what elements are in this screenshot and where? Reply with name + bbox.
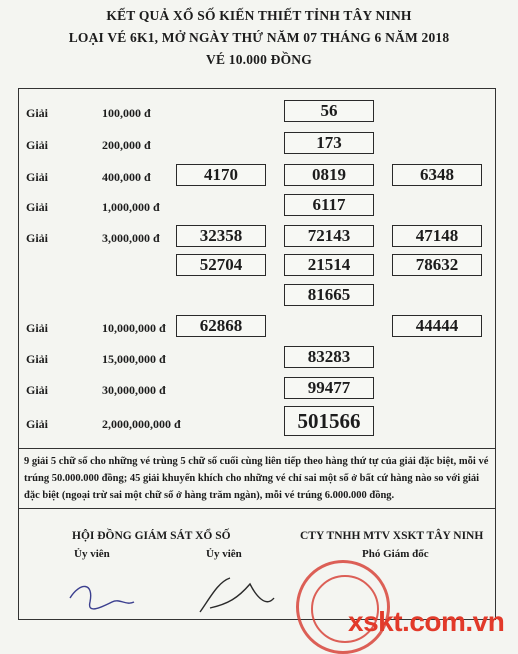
winning-number: 0819 xyxy=(284,164,374,186)
prize-label: Giải xyxy=(26,106,49,120)
prize-label: Giải xyxy=(26,417,49,431)
prize-amount: 200,000 đ xyxy=(102,138,151,152)
prize-label: Giải xyxy=(26,383,49,397)
header-line-1: KẾT QUẢ XỔ SỐ KIẾN THIẾT TỈNH TÂY NINH xyxy=(106,8,412,23)
company-title: CTY TNHH MTV XSKT TÂY NINH xyxy=(300,530,484,542)
signature-2 xyxy=(200,578,274,612)
winning-number: 72143 xyxy=(284,225,374,247)
council-member-1: Ủy viên xyxy=(74,548,110,560)
prize-amount: 400,000 đ xyxy=(102,170,151,184)
council-member-2: Ủy viên xyxy=(206,548,242,560)
prize-label: Giải xyxy=(26,352,49,366)
prize-rules-note xyxy=(18,448,496,509)
header-line-3: VÉ 10.000 ĐỒNG xyxy=(206,52,312,67)
prize-row-30m xyxy=(18,375,496,405)
council-title: HỘI ĐỒNG GIÁM SÁT XỔ SỐ xyxy=(72,530,231,542)
prize-row-3m xyxy=(18,223,496,253)
prize-row-1m xyxy=(18,192,496,222)
note-line-1: 9 giải 5 chữ số cho những vé trùng 5 chữ số cuối cùng liên tiếp theo hàng thứ tự của giải đặc biệt, mỗi vé xyxy=(24,456,489,467)
winning-number: 56 xyxy=(284,100,374,122)
deputy-director: Phó Giám đốc xyxy=(362,548,429,560)
prize-amount: 15,000,000 đ xyxy=(102,352,166,366)
results-table xyxy=(18,88,496,448)
prize-row-200k xyxy=(18,130,496,160)
prize-amount: 10,000,000 đ xyxy=(102,321,166,335)
prize-label: Giải xyxy=(26,200,49,214)
winning-number: 99477 xyxy=(284,377,374,399)
prize-amount: 1,000,000 đ xyxy=(102,200,160,214)
note-line-3: đặc biệt (ngoại trừ sai một chữ số ở hàng trăm ngàn), mỗi vé trúng 6.000.000 đồng. xyxy=(24,490,395,501)
special-prize-number: 501566 xyxy=(284,406,374,436)
prize-label: Giải xyxy=(26,321,49,335)
prize-row-10m xyxy=(18,313,496,343)
prize-row-3m-continued xyxy=(18,252,496,282)
prize-row-400k xyxy=(18,162,496,192)
winning-number: 83283 xyxy=(284,346,374,368)
prize-amount: 3,000,000 đ xyxy=(102,231,160,245)
prize-label: Giải xyxy=(26,138,49,152)
winning-number: 21514 xyxy=(284,254,374,276)
prize-amount: 100,000 đ xyxy=(102,106,151,120)
prize-row-100k xyxy=(18,98,496,128)
winning-number: 47148 xyxy=(392,225,482,247)
winning-number: 173 xyxy=(284,132,374,154)
winning-number: 78632 xyxy=(392,254,482,276)
prize-row-special xyxy=(18,406,496,436)
header-line-2: LOẠI VÉ 6K1, MỞ NGÀY THỨ NĂM 07 THÁNG 6 NĂM 2018 xyxy=(68,30,450,45)
winning-number: 6117 xyxy=(284,194,374,216)
winning-number: 32358 xyxy=(176,225,266,247)
prize-row-3m-continued xyxy=(18,282,496,312)
winning-number: 44444 xyxy=(392,315,482,337)
winning-number: 6348 xyxy=(392,164,482,186)
signature-1 xyxy=(70,586,134,608)
prize-label: Giải xyxy=(26,170,49,184)
prize-label: Giải xyxy=(26,231,49,245)
winning-number: 4170 xyxy=(176,164,266,186)
site-watermark: xskt.com.vn xyxy=(348,606,505,637)
prize-amount: 30,000,000 đ xyxy=(102,383,166,397)
note-line-2: trúng 50.000.000 đồng; 45 giải khuyến khích cho những vé chỉ sai một số ở bất cứ hàng nào so với giải xyxy=(24,473,480,484)
handwritten-signatures xyxy=(60,568,320,628)
winning-number: 52704 xyxy=(176,254,266,276)
prize-amount: 2,000,000,000 đ xyxy=(102,417,181,431)
winning-number: 81665 xyxy=(284,284,374,306)
winning-number: 62868 xyxy=(176,315,266,337)
prize-row-15m xyxy=(18,344,496,374)
